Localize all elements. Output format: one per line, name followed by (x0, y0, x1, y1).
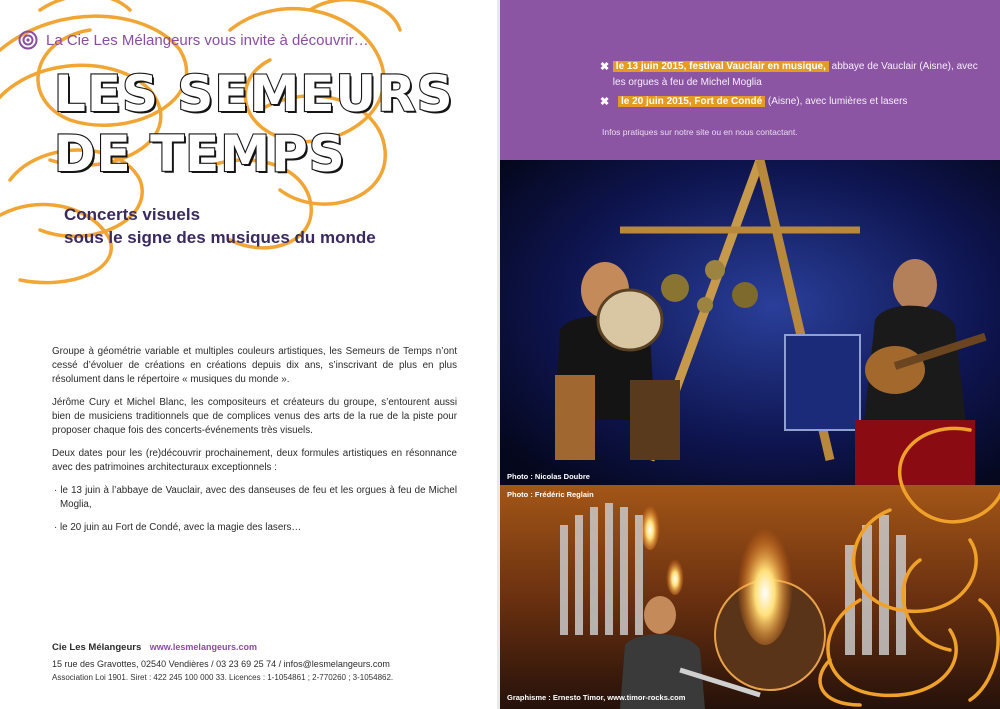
practical-info: Infos pratiques sur notre site ou en nous contactant. (602, 127, 798, 137)
page-title (54, 64, 484, 184)
date-highlight-1: le 13 juin 2015, festival Vauclair en musique, (613, 61, 829, 72)
date-item-1 (600, 59, 980, 91)
paragraph-3: Deux dates pour les (re)découvrir prochainement, deux formules artistiques en résonnance avec des patrimoines architecturaux exceptionnels : (52, 448, 457, 473)
orange-scribble-decoration (770, 400, 1000, 709)
body-text (52, 345, 457, 544)
title-line-2: DE TEMPS (54, 125, 346, 183)
paragraph-1: Groupe à géométrie variable et multiples couleurs artistiques, les Semeurs de Temps n’ont cessé d’évoluer de créations en créations depuis dix ans, s’inscrivant de plus en plus résolument dans le répertoire « musiques du monde ». (52, 346, 457, 385)
subtitle-line-2: sous le signe des musiques du monde (64, 228, 376, 247)
list-item: · le 13 juin à l’abbaye de Vauclair, avec des danseuses de feu et les orgues à feu de Michel Moglia, (54, 485, 457, 510)
intro-line (18, 30, 369, 50)
subtitle-line-1: Concerts visuels (64, 205, 201, 224)
dates-banner (500, 0, 1000, 160)
cross-bullet-icon: ✖ (600, 61, 610, 73)
title-line-1: LES SEMEURS (54, 65, 454, 123)
cross-bullet-icon: ✖ (600, 96, 610, 108)
date-item-2 (600, 94, 980, 110)
photo-credit-2: Photo : Frédéric Reglain (507, 490, 594, 499)
design-credit: Graphisme : Ernesto Timor, www.timor-rocks.com (507, 693, 686, 702)
website-link[interactable]: www.lesmelangeurs.com (149, 642, 257, 652)
legal-line: Association Loi 1901. Siret : 422 245 100 000 33. Licences : 1-1054861 ; 2-770260 ; 3-1054862. (52, 673, 394, 682)
date-list (52, 484, 457, 535)
date-highlight-2: le 20 juin 2015, Fort de Condé (618, 96, 765, 107)
date-text-1: abbaye de Vauclair (Aisne), avec les orgues à feu de Michel Moglia (612, 61, 978, 88)
company-name: Cie Les Mélangeurs (52, 642, 142, 653)
subtitle (64, 203, 376, 249)
date-text-2: (Aisne), avec lumières et lasers (765, 96, 908, 107)
paragraph-2: Jérôme Cury et Michel Blanc, les compositeurs et créateurs du groupe, s’entourent aussi bien de musiciens traditionnels que de complices venus des arts de la rue de la piste pour proposer chaque fois des concerts-événements très visuels. (52, 397, 457, 436)
left-page (0, 0, 497, 709)
melangeurs-logo-icon (18, 30, 38, 50)
intro-text: La Cie Les Mélangeurs vous invite à découvrir… (46, 31, 369, 49)
list-item: · le 20 juin au Fort de Condé, avec la magie des lasers… (54, 522, 302, 533)
right-page (500, 0, 1000, 709)
address-line: 15 rue des Gravottes, 02540 Vendières / 03 23 69 25 74 / infos@lesmelangeurs.com (52, 659, 390, 669)
photo-credit-1: Photo : Nicolas Doubre (507, 472, 590, 481)
contact-footer (52, 641, 393, 684)
